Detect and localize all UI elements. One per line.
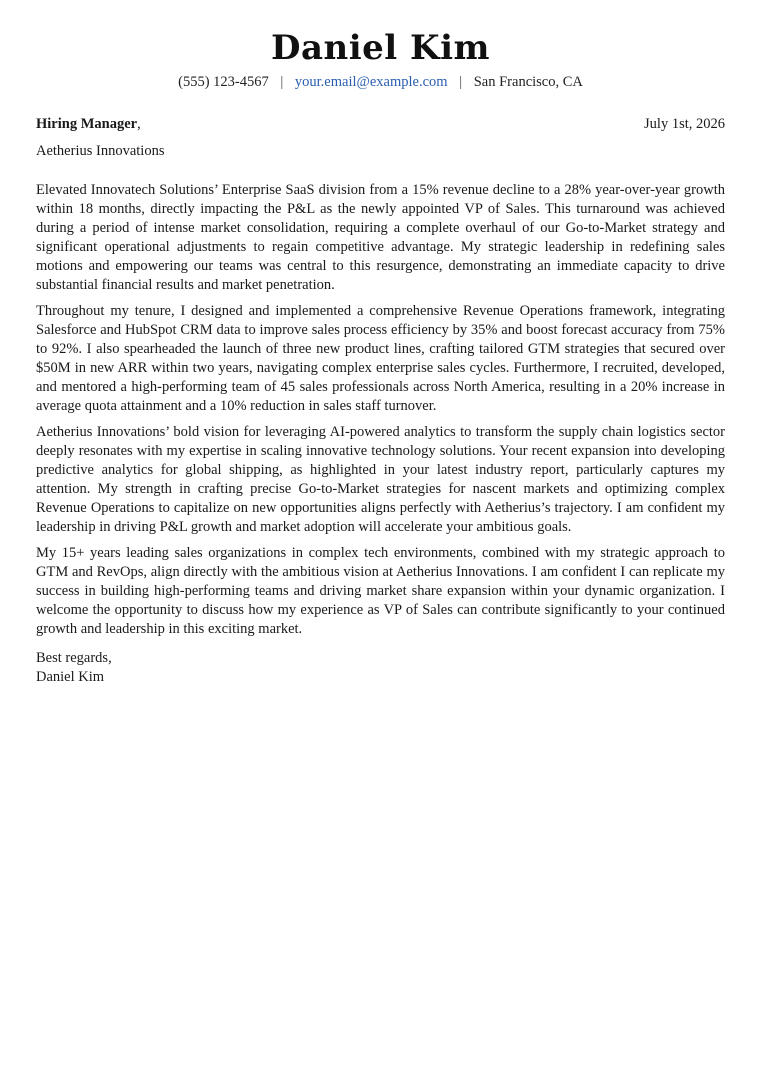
recipient-date-row: [36, 115, 725, 133]
recipient-salutation: Hiring Manager: [36, 116, 138, 132]
letter-date: July 1st, 2026: [644, 116, 725, 132]
body-paragraph: Throughout my tenure, I designed and implemented a comprehensive Revenue Operations framework, integrating Salesforce and HubSpot CRM data to improve sales process efficiency by 35% and boost forecast accuracy from 75% to 92%. I also spearheaded the launch of three new product lines, crafting tailored GTM strategies that secured over $50M in new ARR within two years, navigating complex enterprise sales cycles. Furthermore, I recruited, developed, and mentored a high-performing team of 45 sales professionals across North America, resulting in a 20% increase in average quota attainment and a 10% reduction in sales staff turnover.: [36, 303, 725, 414]
body-paragraph: Elevated Innovatech Solutions’ Enterprise SaaS division from a 15% revenue decline to a 28% year-over-year growth within 18 months, directly impacting the P&L as the newly appointed VP of Sales. This turnaround was achieved during a period of intense market consolidation, requiring a complete overhaul of our Go-to-Market strategy and significant operational adjustments to regain competitive advantage. My strategic leadership in redefining sales motions and empowering our teams was central to this resurgence, demonstrating an immediate capacity to drive substantial financial results and market penetration.: [36, 182, 725, 293]
recipient: [36, 115, 141, 133]
body-paragraph: Aetherius Innovations’ bold vision for leveraging AI-powered analytics to transform the supply chain logistics sector deeply resonates with my expertise in scaling innovative technology solutions. Your recent expansion into developing predictive analytics for global shipping, as highlighted in your latest industry report, particularly captures my attention. My strength in crafting precise Go-to-Market strategies for nascent markets and optimizing complex Revenue Operations to capitalize on new opportunities aligns perfectly with Aetherius’s trajectory. I am confident my leadership in driving P&L growth and market adoption will accelerate your ambitious goals.: [36, 424, 725, 535]
phone-number: (555) 123-4567: [178, 74, 269, 90]
email-link[interactable]: your.email@example.com: [294, 74, 448, 90]
location: San Francisco, CA: [473, 74, 583, 90]
recipient-company: Aetherius Innovations: [36, 143, 165, 159]
contact-line: [36, 73, 725, 91]
sign-off: Best regards,: [36, 650, 112, 666]
separator: |: [459, 74, 463, 90]
letter-closing: [36, 649, 725, 687]
signature-name: Daniel Kim: [36, 669, 105, 685]
applicant-name: Daniel Kim: [271, 28, 490, 68]
body-paragraph: My 15+ years leading sales organizations in complex tech environments, combined with my strategic approach to GTM and RevOps, align directly with the ambitious vision at Aetherius Innovations. I am confident I can replicate my success in building high-performing teams and driving market share expansion within your dynamic organization. I welcome the opportunity to discuss how my experience as VP of Sales can contribute significantly to your continued growth and leadership in this exciting market.: [36, 545, 725, 637]
letter-body: [36, 181, 725, 639]
separator: |: [280, 74, 284, 90]
salutation-comma: ,: [137, 116, 141, 132]
